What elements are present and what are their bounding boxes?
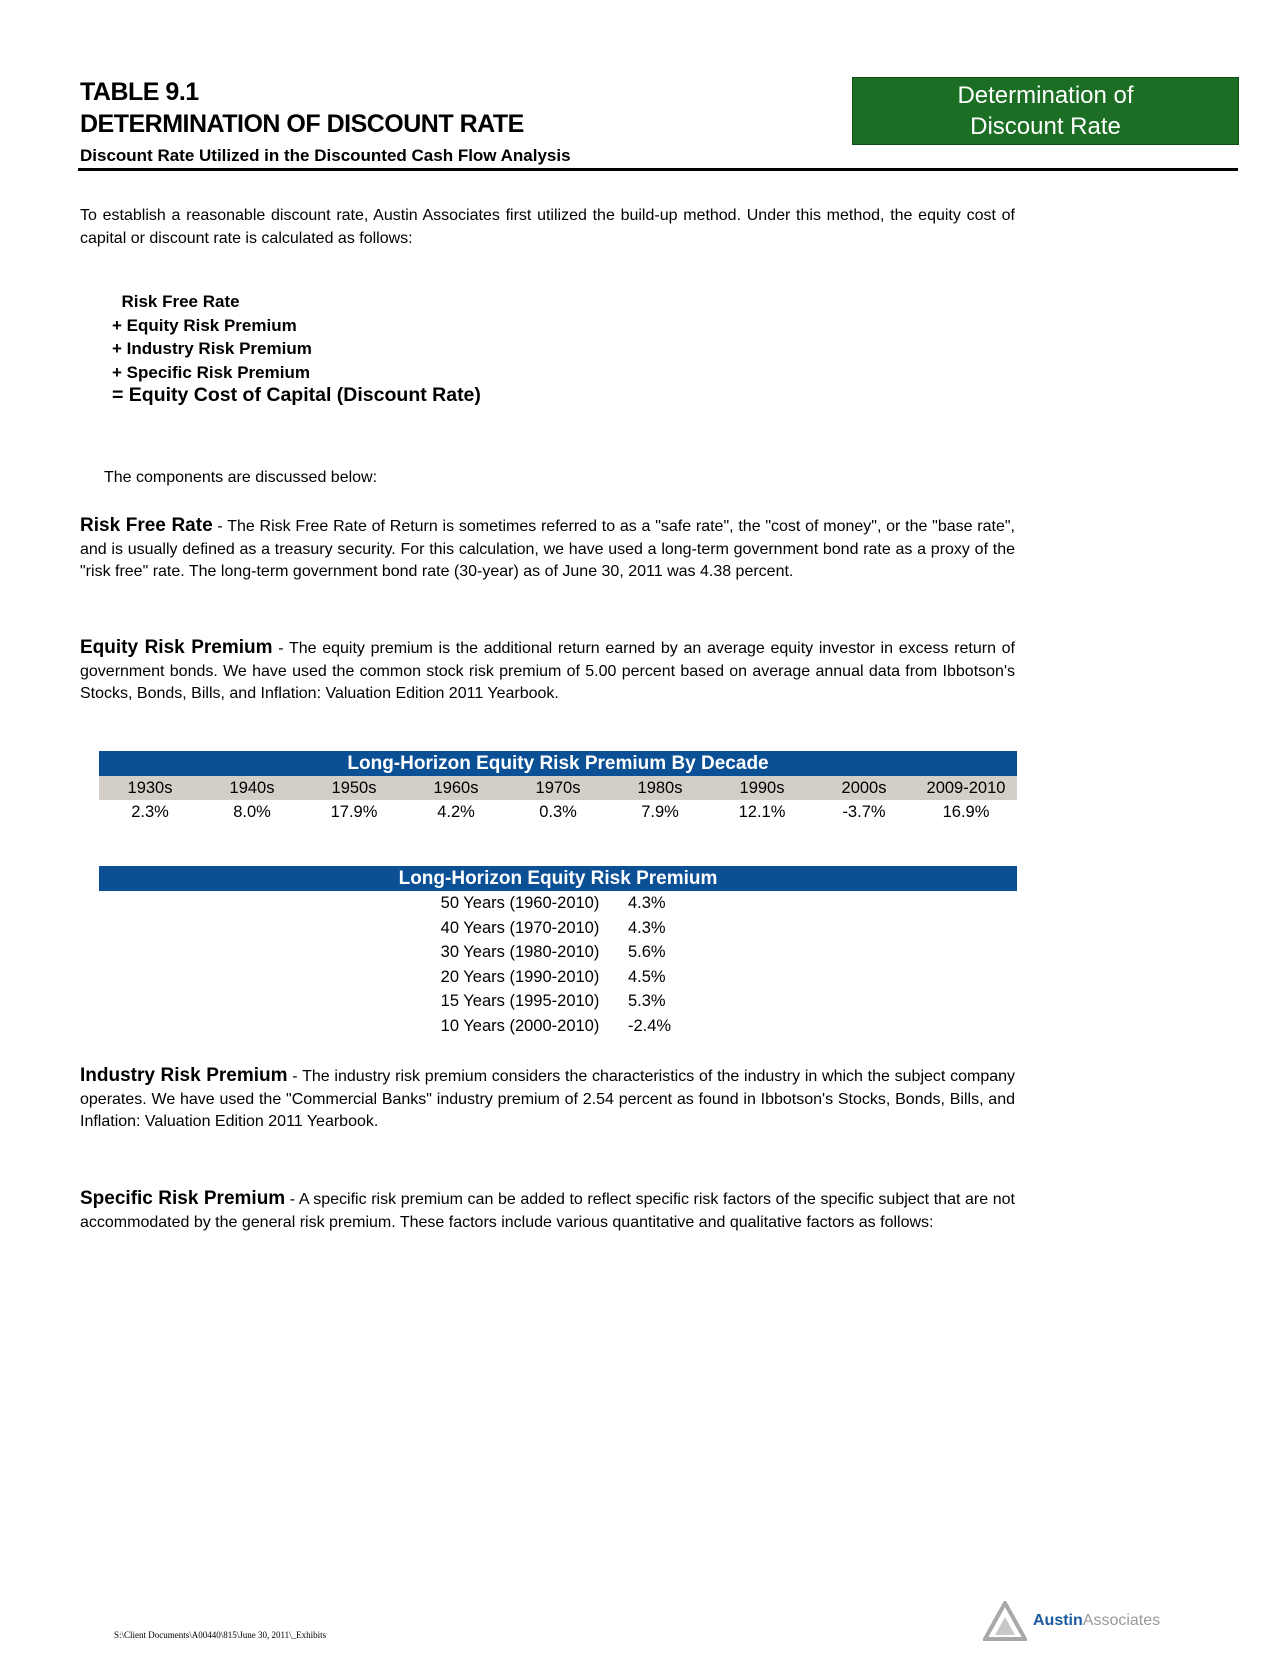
- decade-value: 16.9%: [942, 803, 990, 821]
- intro-paragraph: To establish a reasonable discount rate, Austin Associates first utilized the build-up method. Under this method, the equity cost of capital or discount rate is calculated as follows:: [80, 207, 1015, 247]
- horizon-table-row: [420, 1014, 700, 1039]
- section-badge: [852, 77, 1239, 145]
- formula-line-equity-risk: + Equity Risk Premium: [112, 315, 297, 335]
- horizon-value: 5.3%: [628, 992, 666, 1010]
- page-title: DETERMINATION OF DISCOUNT RATE: [80, 110, 524, 138]
- horizon-table-row: [420, 891, 700, 916]
- horizon-value: 4.3%: [628, 918, 666, 937]
- decade-header: 1940s: [229, 779, 275, 797]
- horizon-period: 30 Years (1980-2010): [440, 943, 600, 961]
- decade-header: 1980s: [637, 779, 683, 797]
- industry-risk-paragraph: [80, 1065, 1015, 1134]
- file-path: S:\Client Documents\A00440\815\June 30, 2011\_Exhibits: [114, 1630, 327, 1640]
- specific-risk-paragraph: [80, 1188, 1015, 1234]
- risk-free-body: - The Risk Free Rate of Return is sometimes referred to as a "safe rate", the "cost of money", or the "base rate", and is usually defined as a treasury security. For this calculation, we have used a long-term government bond rate as a proxy of the "risk free" rate. The long-term government bond rate (30-year) as of June 30, 2011 was 4.38 percent.: [80, 518, 1015, 580]
- decade-value: -3.7%: [842, 803, 886, 821]
- decade-header: 1950s: [331, 779, 377, 797]
- decade-header: 2009-2010: [926, 779, 1006, 797]
- formula-line-industry-risk: + Industry Risk Premium: [112, 339, 312, 358]
- horizon-table-title: Long-Horizon Equity Risk Premium: [99, 866, 1017, 891]
- horizon-value: -2.4%: [628, 1016, 672, 1035]
- decade-table-header-row: [99, 776, 1017, 800]
- decade-value: 12.1%: [738, 803, 786, 821]
- horizon-value: 4.3%: [628, 894, 666, 912]
- industry-risk-heading: Industry Risk Premium: [80, 1065, 288, 1086]
- section-badge-line1: Determination of: [957, 82, 1134, 109]
- formula-total: = Equity Cost of Capital (Discount Rate): [112, 384, 481, 406]
- equity-risk-body: - The equity premium is the additional return earned by an average equity investor in excess return of government bonds. We have used the common stock risk premium of 5.00 percent based on average annual data from Ibbotson's Stocks, Bonds, Bills, and Inflation: Valuation Edition 2011 Yearbook.: [80, 640, 1015, 702]
- formula-line-risk-free: Risk Free Rate: [112, 292, 240, 311]
- equity-risk-heading: Equity Risk Premium: [80, 637, 273, 658]
- horizon-period: 10 Years (2000-2010): [440, 1016, 600, 1035]
- company-logo: [983, 1601, 1160, 1641]
- decade-header: 1970s: [535, 779, 581, 797]
- build-up-formula: [112, 290, 481, 408]
- horizon-period: 15 Years (1995-2010): [440, 992, 600, 1010]
- formula-line-specific-risk: + Specific Risk Premium: [112, 362, 310, 382]
- decade-header: 2000s: [841, 779, 887, 797]
- horizon-table-row: [420, 940, 700, 965]
- decade-value: 8.0%: [233, 803, 271, 821]
- horizon-period: 20 Years (1990-2010): [440, 967, 600, 986]
- horizon-period: 50 Years (1960-2010): [440, 894, 600, 912]
- equity-risk-paragraph: [80, 637, 1015, 706]
- components-intro: The components are discussed below:: [104, 469, 378, 486]
- horizon-table-row: [420, 916, 700, 941]
- industry-risk-body: - The industry risk premium considers the characteristics of the industry in which the subject company operates. We have used the "Commercial Banks" industry premium of 2.54 percent as found in Ibbotson's Stocks, Bonds, Bills, and Inflation: Valuation Edition 2011 Yearbook.: [80, 1068, 1016, 1130]
- decade-value: 7.9%: [641, 803, 679, 821]
- specific-risk-heading: Specific Risk Premium: [80, 1188, 286, 1209]
- company-logo-name: Austin: [1033, 1612, 1083, 1629]
- decade-table-title: Long-Horizon Equity Risk Premium By Decade: [99, 751, 1017, 776]
- risk-free-heading: Risk Free Rate: [80, 515, 213, 536]
- decade-header: 1960s: [433, 779, 479, 797]
- decade-value: 2.3%: [131, 803, 169, 821]
- risk-free-paragraph: [80, 515, 1015, 584]
- company-logo-suffix: Associates: [1082, 1612, 1161, 1629]
- specific-risk-body: - A specific risk premium can be added to reflect specific risk factors of the specific subject that are not accommodated by the general risk premium. These factors include various quantitative and qualitative factors as follows:: [80, 1191, 1016, 1231]
- horizon-table-row: [420, 965, 700, 990]
- header-divider: [78, 168, 1238, 171]
- horizon-table-row: [420, 989, 700, 1014]
- decade-value: 4.2%: [437, 803, 475, 821]
- section-badge-line2: Discount Rate: [970, 113, 1121, 140]
- horizon-value: 5.6%: [628, 943, 666, 961]
- table-number: TABLE 9.1: [80, 78, 199, 106]
- page-subtitle: Discount Rate Utilized in the Discounted Cash Flow Analysis: [80, 146, 571, 165]
- decade-header: 1930s: [127, 779, 173, 797]
- decade-value: 0.3%: [539, 803, 577, 821]
- horizon-value: 4.5%: [628, 967, 666, 986]
- decade-table-value-row: [99, 800, 1017, 824]
- triangle-logo-icon: [983, 1601, 1027, 1641]
- company-logo-text: [1033, 1612, 1160, 1630]
- horizon-period: 40 Years (1970-2010): [440, 918, 600, 937]
- decade-value: 17.9%: [330, 803, 378, 821]
- decade-header: 1990s: [739, 779, 785, 797]
